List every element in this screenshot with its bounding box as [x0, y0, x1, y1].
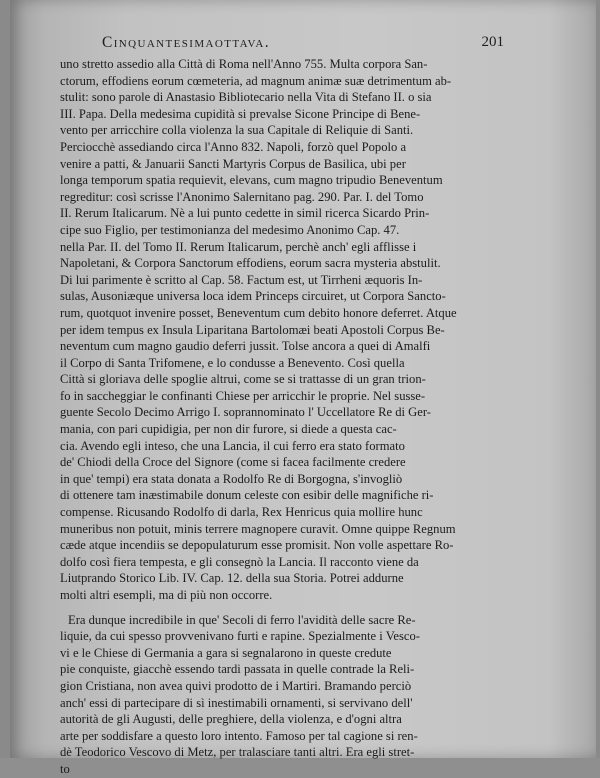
- text-line: III. Papa. Della medesima cupidità si prevalse Sicone Principe di Bene-: [60, 106, 421, 121]
- text-line: guente Secolo Decimo Arrigo I. soprannominato l' Uccellatore Re di Ger-: [60, 405, 431, 420]
- text-line: compense. Ricusando Rodolfo di darla, Rex Henricus quia mollire hunc: [60, 505, 423, 520]
- text-line: anch' essi di partecipare di sì inestimabili ornamenti, si servivano dell': [60, 695, 413, 710]
- text-line: cia. Avendo egli inteso, che una Lancia, il cui ferro era stato formato: [60, 438, 405, 453]
- text-line: venire a patti, & Januarii Sancti Martyris Corpus de Basilica, ubi per: [60, 156, 406, 171]
- page-header: [102, 34, 502, 54]
- paragraph: [60, 56, 504, 604]
- text-line: mania, con pari cupidigia, per non dir furore, si diede a questa cac-: [60, 422, 397, 437]
- text-line: per idem tempus ex Insula Liparitana Bartolomæi beati Apostoli Corpus Be-: [60, 322, 445, 337]
- text-line: uno stretto assedio alla Città di Roma nell'Anno 755. Multa corpora San-: [60, 57, 428, 71]
- text-line: sulas, Ausoniæque universa loca idem Princeps circuiret, ut Corpora Sancto-: [60, 289, 446, 304]
- text-line: gion Cristiana, non avea quivi prodotto de i Martiri. Bramando perciò: [60, 678, 412, 693]
- text-line: longa temporum spatia requievit, elevans, cum magno tripudio Beneventum: [60, 173, 443, 188]
- text-line: il Corpo di Santa Trifomene, e lo condusse a Benevento. Così quella: [60, 355, 405, 370]
- text-line: arte per soddisfare a questo loro intento. Famoso per tal cagione si ren-: [60, 728, 418, 743]
- text-line: Era dunque incredibile in que' Secoli di ferro l'avidità delle sacre Re-: [68, 612, 416, 627]
- text-line: stulit: sono parole di Anastasio Bibliotecario nella Vita di Stefano II. o sia: [60, 90, 432, 105]
- text-line: molti altri esempli, ma di più non occorre.: [60, 588, 273, 602]
- text-line: to: [60, 761, 70, 776]
- text-line: Napoletani, & Corpora Sanctorum effodiens, eorum sacra mysteria abstulit.: [60, 256, 441, 271]
- text-line: liquie, da cui spesso provvenivano furti e rapine. Spezialmente i Vesco-: [60, 629, 420, 644]
- paragraph-gap: [60, 604, 504, 612]
- text-line: neventum cum magno gaudio deferri jussit. Tolse ancora a quei di Amalfi: [60, 339, 431, 354]
- text-line: Liutprando Storico Lib. IV. Cap. 12. della sua Storia. Potrei addurne: [60, 571, 404, 586]
- text-line: cipe suo Figlio, per testimonianza del medesimo Anonimo Cap. 47.: [60, 222, 400, 237]
- text-line: ctorum, effodiens eorum cœmeteria, ad magnum animæ suæ detrimentum ab-: [60, 73, 452, 88]
- text-line: vento per arricchire colla violenza la sua Capitale di Reliquie di Santi.: [60, 123, 414, 138]
- text-line: pie conquiste, giacchè essendo tardi passata in quelle contrade la Reli-: [60, 662, 415, 677]
- paragraph: [60, 612, 504, 778]
- book-page: [10, 0, 596, 776]
- text-line: autorità de gli Augusti, delle preghiere, della violenza, e d'ogni altra: [60, 712, 402, 727]
- text-line: dè Teodorico Vescovo di Metz, per tralasciare tanti altri. Era egli stret-: [60, 745, 415, 760]
- text-line: cæde atque incendiis se depopulaturum esse promisit. Non volle aspettare Ro-: [60, 538, 454, 553]
- text-line: regreditur: così scrisse l'Anonimo Salernitano pag. 290. Par. I. del Tomo: [60, 189, 424, 204]
- text-line: dolfo così fiera tempesta, e gli consegnò la Lancia. Il racconto viene da: [60, 554, 419, 569]
- text-line: fo in saccheggiar le confinanti Chiese per arricchir le proprie. Nel susse-: [60, 388, 426, 403]
- text-line: II. Rerum Italicarum. Nè a lui punto cedette in simil ricerca Sicardo Prin-: [60, 206, 430, 221]
- running-title: Cinquantesimaottava.: [102, 34, 271, 51]
- text-body: [60, 56, 504, 778]
- text-line: di ottenere tam inæstimabile donum celeste con esibir delle magnifiche ri-: [60, 488, 434, 503]
- text-line: nella Par. II. del Tomo II. Rerum Italicarum, perchè anch' egli afflisse i: [60, 239, 417, 254]
- text-line: rum, quotquot invenire posset, Beneventum cum debito honore deferret. Atque: [60, 305, 457, 320]
- text-line: vi e le Chiese di Germania a gara si segnalarono in queste credute: [60, 645, 392, 660]
- page-number: 201: [481, 34, 504, 50]
- text-line: Di lui parimente è scritto al Cap. 58. Factum est, ut Tirrheni æquoris In-: [60, 272, 423, 287]
- text-line: de' Chiodi della Croce del Signore (come si facea facilmente credere: [60, 455, 406, 470]
- text-line: in que' tempi) era stata donata a Rodolfo Re di Borgogna, s'invogliò: [60, 471, 403, 486]
- text-line: Città si gloriava delle spoglie altrui, come se si trattasse di un gran trion-: [60, 372, 426, 387]
- text-line: Perciocchè assediando circa l'Anno 832. Napoli, forzò quel Popolo a: [60, 139, 407, 154]
- text-line: muneribus non potuit, minis terrere magnopere curavit. Omne quippe Regnum: [60, 521, 456, 536]
